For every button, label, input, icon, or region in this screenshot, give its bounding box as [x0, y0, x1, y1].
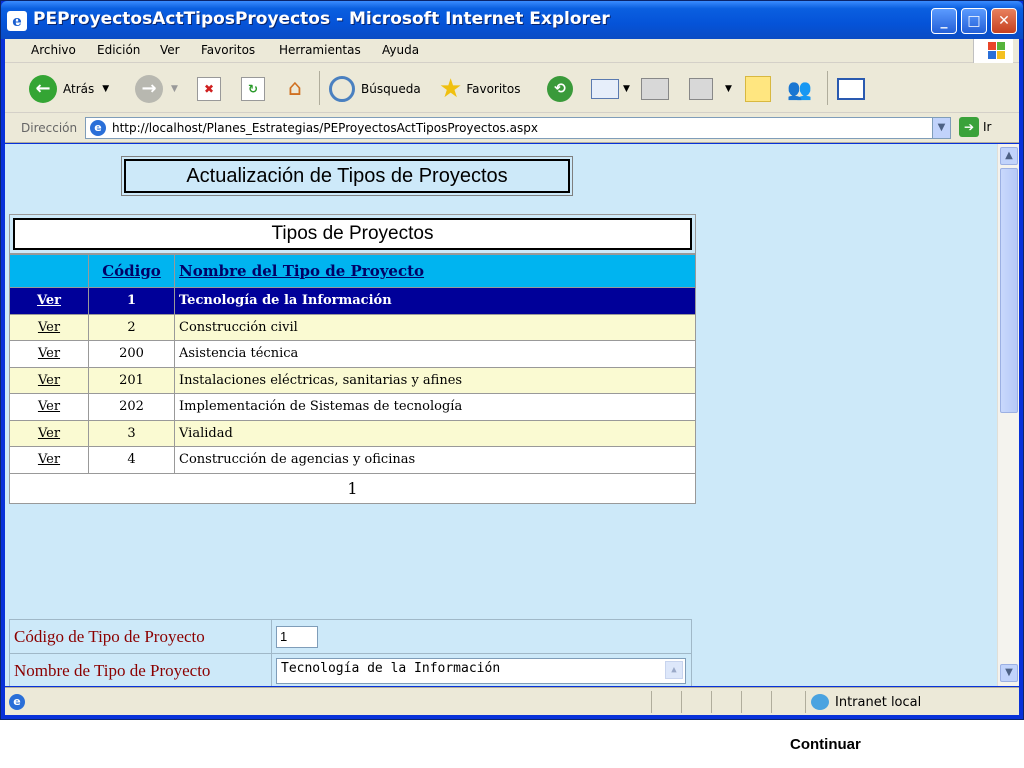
scroll-thumb[interactable] — [1000, 168, 1018, 413]
code-cell — [272, 620, 692, 654]
favorites-button[interactable] — [439, 75, 520, 103]
menu-archivo[interactable]: Archivo — [31, 43, 76, 57]
name-textarea-value: Tecnología de la Información — [281, 660, 501, 676]
menu-herramientas[interactable]: Herramientas — [279, 43, 361, 57]
ie-page-icon: e — [9, 694, 25, 710]
printer-icon — [641, 78, 669, 100]
row-name: Tecnología de la Información — [175, 288, 696, 315]
project-types-grid — [9, 254, 696, 504]
view-link[interactable]: Ver — [10, 394, 89, 421]
header-code[interactable]: Código — [89, 255, 175, 288]
ie-page-icon: e — [90, 120, 106, 136]
edit-form — [9, 619, 692, 686]
view-link[interactable]: Ver — [10, 447, 89, 474]
url-text: http://localhost/Planes_Estrategias/PEProyectosActTiposProyectos.aspx — [112, 121, 538, 135]
table-row — [10, 341, 696, 368]
row-code: 4 — [89, 447, 175, 474]
header-name[interactable]: Nombre del Tipo de Proyecto — [175, 255, 696, 288]
windows-logo-icon — [973, 39, 1013, 63]
table-row — [10, 314, 696, 341]
page-title — [121, 156, 573, 196]
back-arrow-icon: ← — [29, 75, 57, 103]
row-code: 200 — [89, 341, 175, 368]
print-button[interactable] — [641, 75, 669, 103]
menu-ayuda[interactable]: Ayuda — [382, 43, 420, 57]
name-label: Nombre de Tipo de Proyecto — [10, 654, 272, 687]
chevron-down-icon: ▼ — [102, 84, 110, 94]
stop-icon: ✖ — [197, 77, 221, 101]
row-name: Construcción civil — [175, 314, 696, 341]
menu-favoritos[interactable]: Favoritos — [201, 43, 256, 57]
status-divider — [805, 691, 806, 713]
row-name: Construcción de agencias y oficinas — [175, 447, 696, 474]
form-row-code — [10, 620, 692, 654]
go-label: Ir — [983, 120, 992, 134]
status-divider — [771, 691, 772, 713]
grid-caption-text: Tipos de Proyectos — [13, 218, 692, 250]
search-button[interactable] — [329, 75, 421, 103]
form-row-name — [10, 654, 692, 687]
grid-header-row — [10, 255, 696, 288]
favorites-label: Favoritos — [466, 82, 521, 96]
scroll-up-icon[interactable]: ▲ — [1000, 147, 1018, 165]
table-row — [10, 420, 696, 447]
chevron-down-icon: ▼ — [623, 84, 630, 94]
chevron-down-icon: ▼ — [725, 84, 732, 94]
row-name: Asistencia técnica — [175, 341, 696, 368]
ie-page-icon: e — [7, 11, 27, 31]
toolbar-separator — [827, 71, 828, 105]
search-icon — [329, 76, 355, 102]
status-divider — [711, 691, 712, 713]
view-link[interactable]: Ver — [10, 341, 89, 368]
vertical-scrollbar[interactable] — [997, 144, 1019, 686]
title-bar[interactable] — [1, 1, 1023, 39]
toolbar — [5, 63, 1019, 113]
chevron-down-icon[interactable]: ▼ — [932, 118, 950, 138]
window-button[interactable] — [837, 75, 865, 103]
stop-button[interactable] — [197, 75, 221, 103]
back-button[interactable] — [29, 75, 109, 103]
name-textarea[interactable] — [276, 658, 686, 684]
header-action — [10, 255, 89, 288]
security-zone — [811, 694, 921, 710]
refresh-button[interactable] — [241, 75, 265, 103]
view-link[interactable]: Ver — [10, 367, 89, 394]
row-name: Implementación de Sistemas de tecnología — [175, 394, 696, 421]
maximize-button[interactable]: □ — [961, 8, 987, 34]
menu-ver[interactable]: Ver — [160, 43, 180, 57]
close-button[interactable]: ✕ — [991, 8, 1017, 34]
page-title-text: Actualización de Tipos de Proyectos — [124, 159, 570, 193]
discuss-button[interactable] — [745, 75, 771, 103]
search-label: Búsqueda — [361, 82, 421, 96]
mail-button[interactable] — [591, 75, 630, 103]
home-button[interactable] — [281, 75, 309, 103]
go-button[interactable] — [959, 117, 991, 137]
grid-pager — [10, 473, 696, 503]
edit-icon — [689, 78, 713, 100]
chevron-down-icon: ▼ — [171, 84, 178, 94]
window-icon — [837, 78, 865, 100]
continuar-label[interactable]: Continuar — [790, 736, 861, 753]
intranet-globe-icon — [811, 694, 829, 710]
star-icon: ★ — [439, 74, 463, 104]
address-bar — [5, 113, 1019, 143]
status-bar — [5, 687, 1019, 715]
row-name: Instalaciones eléctricas, sanitarias y afines — [175, 367, 696, 394]
status-divider — [651, 691, 652, 713]
forward-arrow-icon: → — [135, 75, 163, 103]
pager-page-1[interactable]: 1 — [10, 473, 696, 503]
row-code: 201 — [89, 367, 175, 394]
code-input[interactable] — [276, 626, 318, 648]
messenger-icon: 👥 — [787, 77, 812, 101]
row-name: Vialidad — [175, 420, 696, 447]
minimize-button[interactable]: _ — [931, 8, 957, 34]
forward-button[interactable] — [135, 75, 178, 103]
go-arrow-icon: ➔ — [959, 117, 979, 137]
scroll-down-icon[interactable]: ▼ — [1000, 664, 1018, 682]
edit-button[interactable] — [689, 75, 732, 103]
messenger-button[interactable] — [787, 75, 817, 103]
table-row — [10, 394, 696, 421]
back-label: Atrás — [63, 82, 95, 96]
row-code: 202 — [89, 394, 175, 421]
note-icon — [745, 76, 771, 102]
address-label: Dirección — [21, 121, 78, 135]
home-icon: ⌂ — [288, 76, 302, 101]
grid-caption — [9, 214, 696, 254]
view-link[interactable]: Ver — [10, 420, 89, 447]
menu-edicion[interactable]: Edición — [97, 43, 141, 57]
history-icon: ⟲ — [547, 76, 573, 102]
mail-icon — [591, 79, 619, 99]
row-code: 1 — [89, 288, 175, 315]
toolbar-separator — [319, 71, 320, 105]
row-code: 2 — [89, 314, 175, 341]
refresh-icon: ↻ — [241, 77, 265, 101]
page-content — [5, 144, 997, 686]
status-divider — [681, 691, 682, 713]
window-title: PEProyectosActTiposProyectos - Microsoft Internet Explorer — [33, 9, 610, 29]
zone-label: Intranet local — [835, 694, 922, 710]
table-row — [10, 288, 696, 315]
table-row — [10, 367, 696, 394]
url-input[interactable] — [85, 117, 951, 139]
view-link[interactable]: Ver — [10, 314, 89, 341]
name-cell — [272, 654, 692, 687]
row-code: 3 — [89, 420, 175, 447]
menu-bar — [5, 39, 1019, 63]
scroll-up-icon[interactable]: ▲ — [665, 661, 683, 679]
view-link[interactable]: Ver — [10, 288, 89, 315]
table-row — [10, 447, 696, 474]
status-divider — [741, 691, 742, 713]
history-button[interactable] — [547, 75, 573, 103]
code-label: Código de Tipo de Proyecto — [10, 620, 272, 654]
